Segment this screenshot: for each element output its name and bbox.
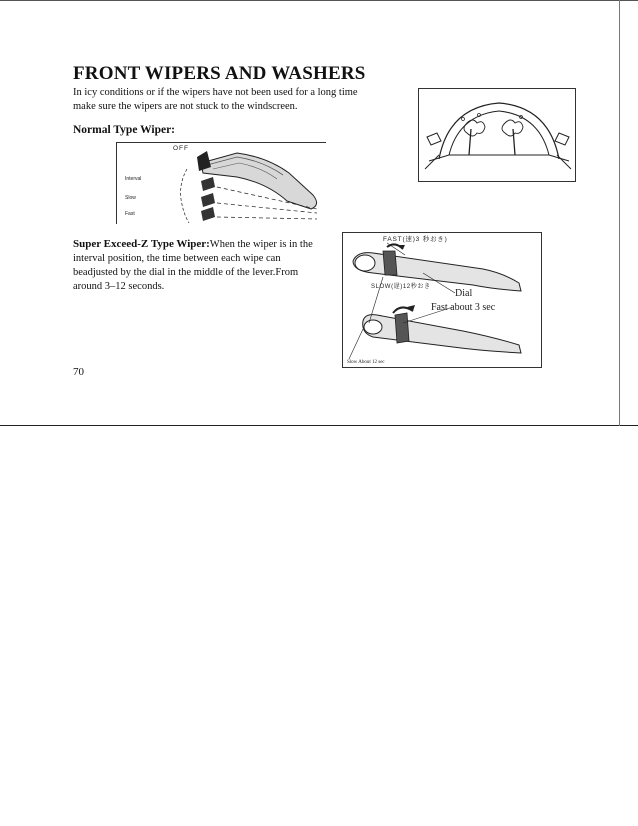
intro-paragraph: In icy conditions or if the wipers have not been used for a long time make sure the wipers are not stuck to the windscreen. [73,87,358,112]
page-number: 70 [73,366,84,378]
fast-3sec-label: FAST(速)3 秒おき) [383,236,448,243]
super-wiper-paragraph [73,237,313,294]
interval-label: Interval [125,176,142,182]
car-drawing [419,89,577,183]
dial-label: Dial [455,288,473,299]
slow-label: Slow [125,195,136,201]
page-edge-line [619,0,620,426]
slow-about-label: Slow About 12 sec [347,360,385,365]
page-title: FRONT WIPERS AND WASHERS [73,63,366,84]
super-wiper-heading: Super Exceed-Z Type Wiper: [73,238,210,250]
normal-wiper-heading: Normal Type Wiper: [73,124,176,136]
off-label: OFF [173,145,189,152]
slow-12sec-label: SLOW(遅)12秒おき [371,284,431,290]
fast-label: Fast [125,211,135,217]
super-lever-drawing [343,233,543,369]
fast-about-label: Fast about 3 sec [431,302,496,313]
normal-wiper-illustration [116,142,326,224]
super-wiper-illustration [342,232,542,368]
normal-lever-drawing [117,143,327,225]
windscreen-illustration [418,88,576,182]
super-wiper-body: When the wiper is in the interval position, the time between each wipe can beadjusted by the dial in the middle of the lever.From around 3–12 seconds. [73,239,313,292]
